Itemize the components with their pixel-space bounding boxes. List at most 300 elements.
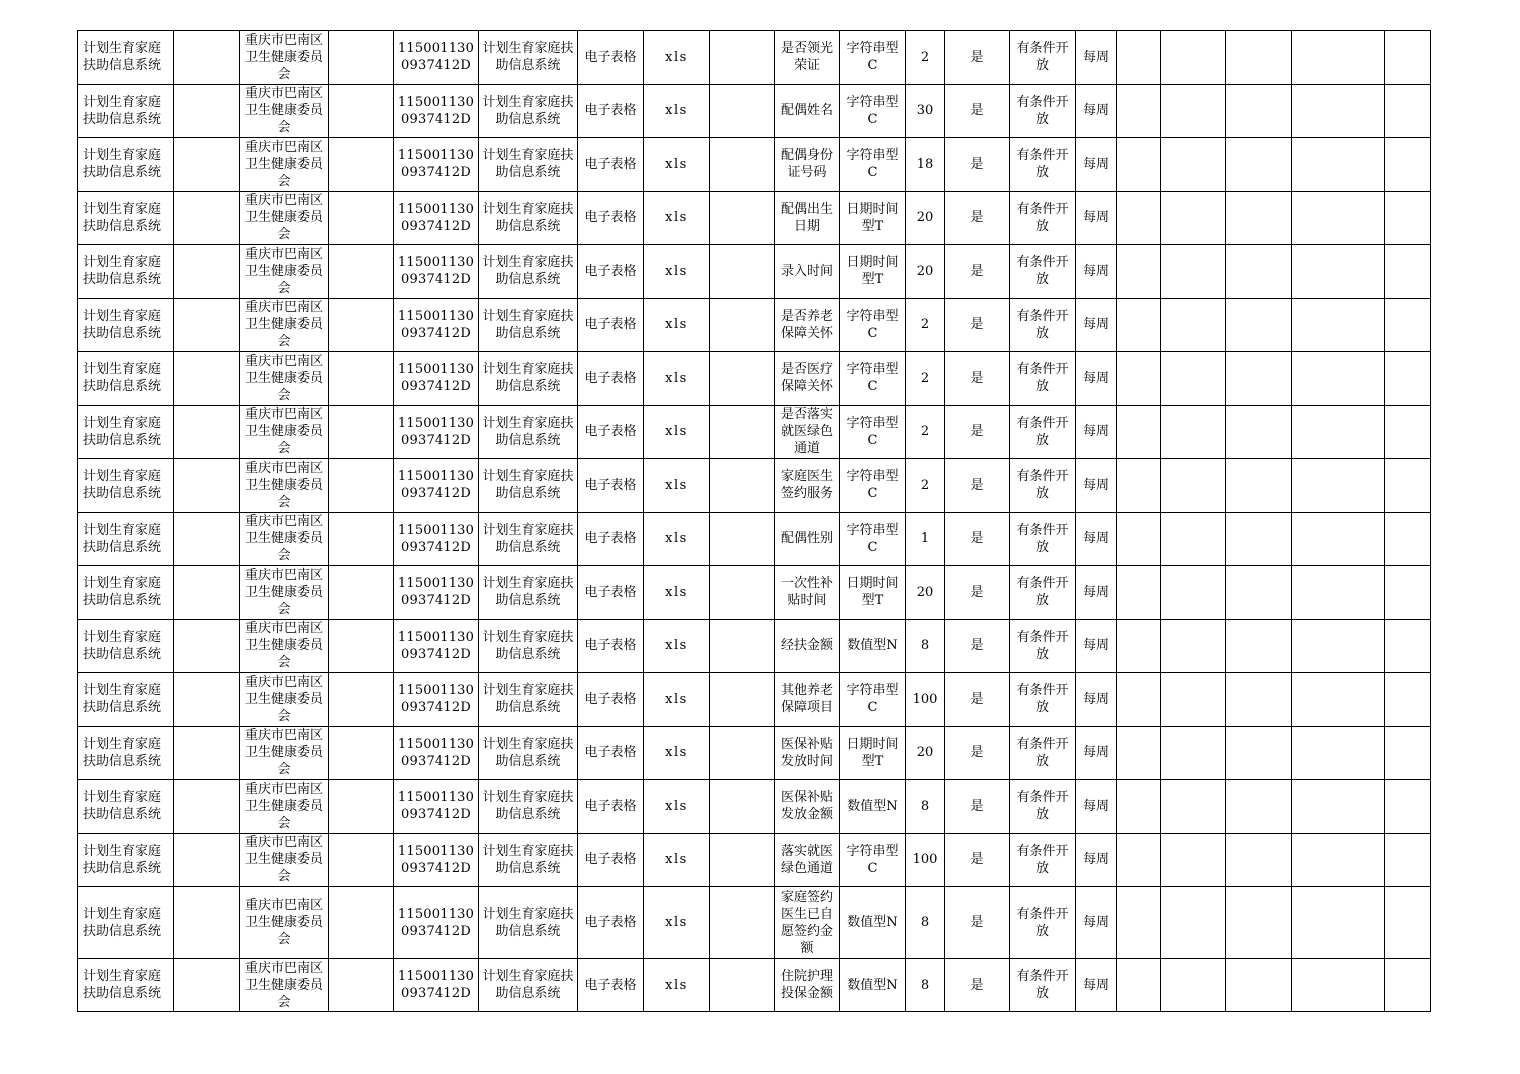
code-cell: 1150011300937412D xyxy=(394,405,479,459)
resource-cell: 计划生育家庭扶助信息系统 xyxy=(479,459,578,513)
length-cell: 1 xyxy=(906,512,945,566)
empty-cell xyxy=(710,566,775,620)
format-cell: 电子表格 xyxy=(578,405,644,459)
frequency-cell: 每周 xyxy=(1076,833,1117,887)
empty-cell xyxy=(1292,566,1385,620)
extension-cell: xls xyxy=(644,245,710,299)
empty-cell xyxy=(1117,673,1161,727)
empty-cell xyxy=(1385,780,1431,834)
length-cell: 30 xyxy=(906,84,945,138)
open-type-cell: 有条件开放 xyxy=(1010,352,1076,406)
department-cell: 重庆市巴南区卫生健康委员会 xyxy=(240,566,329,620)
length-cell: 20 xyxy=(906,566,945,620)
empty-cell xyxy=(1226,352,1292,406)
resource-cell: 计划生育家庭扶助信息系统 xyxy=(479,619,578,673)
length-cell: 2 xyxy=(906,405,945,459)
open-type-cell: 有条件开放 xyxy=(1010,84,1076,138)
system-cell: 计划生育家庭扶助信息系统 xyxy=(78,833,174,887)
department-cell: 重庆市巴南区卫生健康委员会 xyxy=(240,352,329,406)
empty-cell xyxy=(1292,405,1385,459)
empty-cell xyxy=(1161,959,1226,1012)
code-cell: 1150011300937412D xyxy=(394,566,479,620)
empty-cell xyxy=(1161,459,1226,513)
table-row xyxy=(78,191,1431,245)
data-type-cell: 字符串型C xyxy=(840,84,906,138)
open-type-cell: 有条件开放 xyxy=(1010,191,1076,245)
table-row xyxy=(78,298,1431,352)
empty-cell xyxy=(1226,512,1292,566)
empty-cell xyxy=(1226,566,1292,620)
empty-cell xyxy=(1385,512,1431,566)
empty-cell xyxy=(1292,298,1385,352)
empty-cell xyxy=(174,31,240,85)
frequency-cell: 每周 xyxy=(1076,245,1117,299)
empty-cell xyxy=(1385,84,1431,138)
format-cell: 电子表格 xyxy=(578,459,644,513)
empty-cell xyxy=(1117,405,1161,459)
extension-cell: xls xyxy=(644,566,710,620)
resource-cell: 计划生育家庭扶助信息系统 xyxy=(479,84,578,138)
empty-cell xyxy=(1292,138,1385,192)
extension-cell: xls xyxy=(644,512,710,566)
empty-cell xyxy=(174,566,240,620)
format-cell: 电子表格 xyxy=(578,959,644,1012)
shared-flag-cell: 是 xyxy=(945,245,1010,299)
empty-cell xyxy=(1292,31,1385,85)
empty-cell xyxy=(329,780,394,834)
data-type-cell: 日期时间型T xyxy=(840,191,906,245)
empty-cell xyxy=(1385,619,1431,673)
table-row xyxy=(78,566,1431,620)
empty-cell xyxy=(1161,673,1226,727)
item-name-cell: 家庭签约医生已自愿签约金额 xyxy=(775,887,840,959)
empty-cell xyxy=(1292,959,1385,1012)
empty-cell xyxy=(174,352,240,406)
table-row xyxy=(78,352,1431,406)
system-cell: 计划生育家庭扶助信息系统 xyxy=(78,887,174,959)
empty-cell xyxy=(329,673,394,727)
table-row xyxy=(78,245,1431,299)
empty-cell xyxy=(174,619,240,673)
system-cell: 计划生育家庭扶助信息系统 xyxy=(78,726,174,780)
data-type-cell: 字符串型C xyxy=(840,31,906,85)
open-type-cell: 有条件开放 xyxy=(1010,459,1076,513)
shared-flag-cell: 是 xyxy=(945,566,1010,620)
format-cell: 电子表格 xyxy=(578,780,644,834)
table-row xyxy=(78,512,1431,566)
extension-cell: xls xyxy=(644,673,710,727)
department-cell: 重庆市巴南区卫生健康委员会 xyxy=(240,887,329,959)
shared-flag-cell: 是 xyxy=(945,138,1010,192)
system-cell: 计划生育家庭扶助信息系统 xyxy=(78,352,174,406)
shared-flag-cell: 是 xyxy=(945,959,1010,1012)
length-cell: 2 xyxy=(906,352,945,406)
empty-cell xyxy=(174,833,240,887)
resource-cell: 计划生育家庭扶助信息系统 xyxy=(479,959,578,1012)
code-cell: 1150011300937412D xyxy=(394,780,479,834)
open-type-cell: 有条件开放 xyxy=(1010,673,1076,727)
data-type-cell: 数值型N xyxy=(840,887,906,959)
empty-cell xyxy=(1161,191,1226,245)
system-cell: 计划生育家庭扶助信息系统 xyxy=(78,405,174,459)
empty-cell xyxy=(174,245,240,299)
item-name-cell: 配偶性别 xyxy=(775,512,840,566)
data-type-cell: 字符串型C xyxy=(840,352,906,406)
shared-flag-cell: 是 xyxy=(945,459,1010,513)
shared-flag-cell: 是 xyxy=(945,887,1010,959)
empty-cell xyxy=(1292,619,1385,673)
data-type-cell: 字符串型C xyxy=(840,512,906,566)
empty-cell xyxy=(1117,833,1161,887)
empty-cell xyxy=(174,84,240,138)
data-table xyxy=(77,30,1431,1012)
code-cell: 1150011300937412D xyxy=(394,887,479,959)
open-type-cell: 有条件开放 xyxy=(1010,512,1076,566)
empty-cell xyxy=(1385,352,1431,406)
empty-cell xyxy=(174,138,240,192)
format-cell: 电子表格 xyxy=(578,352,644,406)
empty-cell xyxy=(1385,726,1431,780)
empty-cell xyxy=(710,405,775,459)
item-name-cell: 一次性补贴时间 xyxy=(775,566,840,620)
format-cell: 电子表格 xyxy=(578,138,644,192)
frequency-cell: 每周 xyxy=(1076,405,1117,459)
empty-cell xyxy=(1117,512,1161,566)
code-cell: 1150011300937412D xyxy=(394,833,479,887)
department-cell: 重庆市巴南区卫生健康委员会 xyxy=(240,512,329,566)
item-name-cell: 医保补贴发放时间 xyxy=(775,726,840,780)
code-cell: 1150011300937412D xyxy=(394,298,479,352)
length-cell: 8 xyxy=(906,959,945,1012)
frequency-cell: 每周 xyxy=(1076,566,1117,620)
item-name-cell: 住院护理投保金额 xyxy=(775,959,840,1012)
extension-cell: xls xyxy=(644,833,710,887)
shared-flag-cell: 是 xyxy=(945,298,1010,352)
shared-flag-cell: 是 xyxy=(945,780,1010,834)
length-cell: 2 xyxy=(906,31,945,85)
resource-cell: 计划生育家庭扶助信息系统 xyxy=(479,887,578,959)
empty-cell xyxy=(174,887,240,959)
table-row xyxy=(78,887,1431,959)
frequency-cell: 每周 xyxy=(1076,512,1117,566)
empty-cell xyxy=(1385,31,1431,85)
department-cell: 重庆市巴南区卫生健康委员会 xyxy=(240,780,329,834)
format-cell: 电子表格 xyxy=(578,191,644,245)
department-cell: 重庆市巴南区卫生健康委员会 xyxy=(240,84,329,138)
empty-cell xyxy=(1385,959,1431,1012)
table-row xyxy=(78,459,1431,513)
format-cell: 电子表格 xyxy=(578,298,644,352)
empty-cell xyxy=(1161,619,1226,673)
empty-cell xyxy=(1292,726,1385,780)
empty-cell xyxy=(1292,833,1385,887)
empty-cell xyxy=(329,833,394,887)
shared-flag-cell: 是 xyxy=(945,31,1010,85)
resource-cell: 计划生育家庭扶助信息系统 xyxy=(479,352,578,406)
empty-cell xyxy=(1292,352,1385,406)
empty-cell xyxy=(1292,780,1385,834)
data-type-cell: 日期时间型T xyxy=(840,726,906,780)
data-type-cell: 日期时间型T xyxy=(840,566,906,620)
department-cell: 重庆市巴南区卫生健康委员会 xyxy=(240,959,329,1012)
department-cell: 重庆市巴南区卫生健康委员会 xyxy=(240,298,329,352)
table-row xyxy=(78,673,1431,727)
empty-cell xyxy=(329,619,394,673)
empty-cell xyxy=(1226,833,1292,887)
empty-cell xyxy=(1161,512,1226,566)
empty-cell xyxy=(1161,887,1226,959)
department-cell: 重庆市巴南区卫生健康委员会 xyxy=(240,245,329,299)
empty-cell xyxy=(1226,138,1292,192)
empty-cell xyxy=(1385,833,1431,887)
table-row xyxy=(78,138,1431,192)
table-row xyxy=(78,405,1431,459)
shared-flag-cell: 是 xyxy=(945,673,1010,727)
item-name-cell: 录入时间 xyxy=(775,245,840,299)
code-cell: 1150011300937412D xyxy=(394,352,479,406)
shared-flag-cell: 是 xyxy=(945,512,1010,566)
empty-cell xyxy=(174,780,240,834)
frequency-cell: 每周 xyxy=(1076,352,1117,406)
empty-cell xyxy=(710,512,775,566)
system-cell: 计划生育家庭扶助信息系统 xyxy=(78,959,174,1012)
empty-cell xyxy=(1161,405,1226,459)
resource-cell: 计划生育家庭扶助信息系统 xyxy=(479,138,578,192)
extension-cell: xls xyxy=(644,619,710,673)
open-type-cell: 有条件开放 xyxy=(1010,726,1076,780)
resource-cell: 计划生育家庭扶助信息系统 xyxy=(479,512,578,566)
format-cell: 电子表格 xyxy=(578,673,644,727)
empty-cell xyxy=(1117,31,1161,85)
data-type-cell: 字符串型C xyxy=(840,459,906,513)
empty-cell xyxy=(1385,887,1431,959)
table-row xyxy=(78,959,1431,1012)
open-type-cell: 有条件开放 xyxy=(1010,405,1076,459)
frequency-cell: 每周 xyxy=(1076,138,1117,192)
table-body xyxy=(78,31,1431,1012)
item-name-cell: 配偶身份证号码 xyxy=(775,138,840,192)
empty-cell xyxy=(710,191,775,245)
format-cell: 电子表格 xyxy=(578,833,644,887)
resource-cell: 计划生育家庭扶助信息系统 xyxy=(479,298,578,352)
format-cell: 电子表格 xyxy=(578,726,644,780)
empty-cell xyxy=(1161,31,1226,85)
empty-cell xyxy=(1226,31,1292,85)
empty-cell xyxy=(1226,726,1292,780)
extension-cell: xls xyxy=(644,459,710,513)
department-cell: 重庆市巴南区卫生健康委员会 xyxy=(240,673,329,727)
format-cell: 电子表格 xyxy=(578,566,644,620)
open-type-cell: 有条件开放 xyxy=(1010,959,1076,1012)
system-cell: 计划生育家庭扶助信息系统 xyxy=(78,673,174,727)
shared-flag-cell: 是 xyxy=(945,405,1010,459)
system-cell: 计划生育家庭扶助信息系统 xyxy=(78,780,174,834)
empty-cell xyxy=(1385,245,1431,299)
table-row xyxy=(78,833,1431,887)
extension-cell: xls xyxy=(644,887,710,959)
empty-cell xyxy=(174,726,240,780)
empty-cell xyxy=(710,459,775,513)
code-cell: 1150011300937412D xyxy=(394,245,479,299)
empty-cell xyxy=(329,726,394,780)
data-type-cell: 字符串型C xyxy=(840,405,906,459)
data-type-cell: 字符串型C xyxy=(840,673,906,727)
extension-cell: xls xyxy=(644,352,710,406)
empty-cell xyxy=(1292,673,1385,727)
code-cell: 1150011300937412D xyxy=(394,673,479,727)
empty-cell xyxy=(1117,298,1161,352)
shared-flag-cell: 是 xyxy=(945,726,1010,780)
data-type-cell: 日期时间型T xyxy=(840,245,906,299)
department-cell: 重庆市巴南区卫生健康委员会 xyxy=(240,726,329,780)
resource-cell: 计划生育家庭扶助信息系统 xyxy=(479,780,578,834)
shared-flag-cell: 是 xyxy=(945,352,1010,406)
empty-cell xyxy=(1292,459,1385,513)
frequency-cell: 每周 xyxy=(1076,887,1117,959)
shared-flag-cell: 是 xyxy=(945,833,1010,887)
empty-cell xyxy=(1117,780,1161,834)
open-type-cell: 有条件开放 xyxy=(1010,887,1076,959)
shared-flag-cell: 是 xyxy=(945,619,1010,673)
empty-cell xyxy=(1117,887,1161,959)
empty-cell xyxy=(710,352,775,406)
empty-cell xyxy=(710,31,775,85)
format-cell: 电子表格 xyxy=(578,84,644,138)
empty-cell xyxy=(1292,84,1385,138)
data-type-cell: 字符串型C xyxy=(840,138,906,192)
empty-cell xyxy=(710,138,775,192)
empty-cell xyxy=(1117,245,1161,299)
format-cell: 电子表格 xyxy=(578,619,644,673)
department-cell: 重庆市巴南区卫生健康委员会 xyxy=(240,191,329,245)
empty-cell xyxy=(1226,298,1292,352)
empty-cell xyxy=(1385,459,1431,513)
empty-cell xyxy=(1161,298,1226,352)
empty-cell xyxy=(174,191,240,245)
extension-cell: xls xyxy=(644,726,710,780)
empty-cell xyxy=(710,619,775,673)
empty-cell xyxy=(710,84,775,138)
empty-cell xyxy=(1385,298,1431,352)
empty-cell xyxy=(1226,405,1292,459)
empty-cell xyxy=(174,298,240,352)
item-name-cell: 其他养老保障项目 xyxy=(775,673,840,727)
department-cell: 重庆市巴南区卫生健康委员会 xyxy=(240,833,329,887)
empty-cell xyxy=(710,959,775,1012)
item-name-cell: 配偶出生日期 xyxy=(775,191,840,245)
code-cell: 1150011300937412D xyxy=(394,191,479,245)
item-name-cell: 是否落实就医绿色通道 xyxy=(775,405,840,459)
length-cell: 8 xyxy=(906,887,945,959)
resource-cell: 计划生育家庭扶助信息系统 xyxy=(479,673,578,727)
table-row xyxy=(78,726,1431,780)
empty-cell xyxy=(1117,84,1161,138)
empty-cell xyxy=(329,887,394,959)
data-type-cell: 数值型N xyxy=(840,619,906,673)
empty-cell xyxy=(329,298,394,352)
empty-cell xyxy=(710,780,775,834)
empty-cell xyxy=(710,245,775,299)
empty-cell xyxy=(329,191,394,245)
empty-cell xyxy=(1292,512,1385,566)
frequency-cell: 每周 xyxy=(1076,959,1117,1012)
empty-cell xyxy=(1226,959,1292,1012)
code-cell: 1150011300937412D xyxy=(394,138,479,192)
system-cell: 计划生育家庭扶助信息系统 xyxy=(78,619,174,673)
extension-cell: xls xyxy=(644,138,710,192)
item-name-cell: 配偶姓名 xyxy=(775,84,840,138)
empty-cell xyxy=(1226,673,1292,727)
code-cell: 1150011300937412D xyxy=(394,512,479,566)
empty-cell xyxy=(1226,459,1292,513)
code-cell: 1150011300937412D xyxy=(394,31,479,85)
empty-cell xyxy=(1161,84,1226,138)
resource-cell: 计划生育家庭扶助信息系统 xyxy=(479,833,578,887)
open-type-cell: 有条件开放 xyxy=(1010,566,1076,620)
resource-cell: 计划生育家庭扶助信息系统 xyxy=(479,191,578,245)
code-cell: 1150011300937412D xyxy=(394,619,479,673)
code-cell: 1150011300937412D xyxy=(394,726,479,780)
empty-cell xyxy=(329,959,394,1012)
empty-cell xyxy=(1292,191,1385,245)
item-name-cell: 是否领光荣证 xyxy=(775,31,840,85)
empty-cell xyxy=(1292,245,1385,299)
empty-cell xyxy=(1161,726,1226,780)
empty-cell xyxy=(1117,138,1161,192)
empty-cell xyxy=(329,31,394,85)
empty-cell xyxy=(710,887,775,959)
data-type-cell: 字符串型C xyxy=(840,298,906,352)
data-type-cell: 数值型N xyxy=(840,959,906,1012)
format-cell: 电子表格 xyxy=(578,31,644,85)
empty-cell xyxy=(174,959,240,1012)
format-cell: 电子表格 xyxy=(578,512,644,566)
empty-cell xyxy=(1161,245,1226,299)
table-row xyxy=(78,31,1431,85)
frequency-cell: 每周 xyxy=(1076,780,1117,834)
frequency-cell: 每周 xyxy=(1076,298,1117,352)
extension-cell: xls xyxy=(644,84,710,138)
table-row xyxy=(78,619,1431,673)
format-cell: 电子表格 xyxy=(578,887,644,959)
empty-cell xyxy=(1117,352,1161,406)
extension-cell: xls xyxy=(644,31,710,85)
resource-cell: 计划生育家庭扶助信息系统 xyxy=(479,566,578,620)
department-cell: 重庆市巴南区卫生健康委员会 xyxy=(240,619,329,673)
item-name-cell: 落实就医绿色通道 xyxy=(775,833,840,887)
empty-cell xyxy=(710,833,775,887)
empty-cell xyxy=(1117,726,1161,780)
empty-cell xyxy=(1117,191,1161,245)
empty-cell xyxy=(1385,191,1431,245)
frequency-cell: 每周 xyxy=(1076,673,1117,727)
frequency-cell: 每周 xyxy=(1076,191,1117,245)
empty-cell xyxy=(329,138,394,192)
department-cell: 重庆市巴南区卫生健康委员会 xyxy=(240,31,329,85)
frequency-cell: 每周 xyxy=(1076,31,1117,85)
length-cell: 2 xyxy=(906,298,945,352)
empty-cell xyxy=(1117,959,1161,1012)
empty-cell xyxy=(174,405,240,459)
open-type-cell: 有条件开放 xyxy=(1010,138,1076,192)
empty-cell xyxy=(710,673,775,727)
shared-flag-cell: 是 xyxy=(945,84,1010,138)
resource-cell: 计划生育家庭扶助信息系统 xyxy=(479,31,578,85)
empty-cell xyxy=(329,245,394,299)
empty-cell xyxy=(329,84,394,138)
empty-cell xyxy=(1226,619,1292,673)
empty-cell xyxy=(1226,887,1292,959)
